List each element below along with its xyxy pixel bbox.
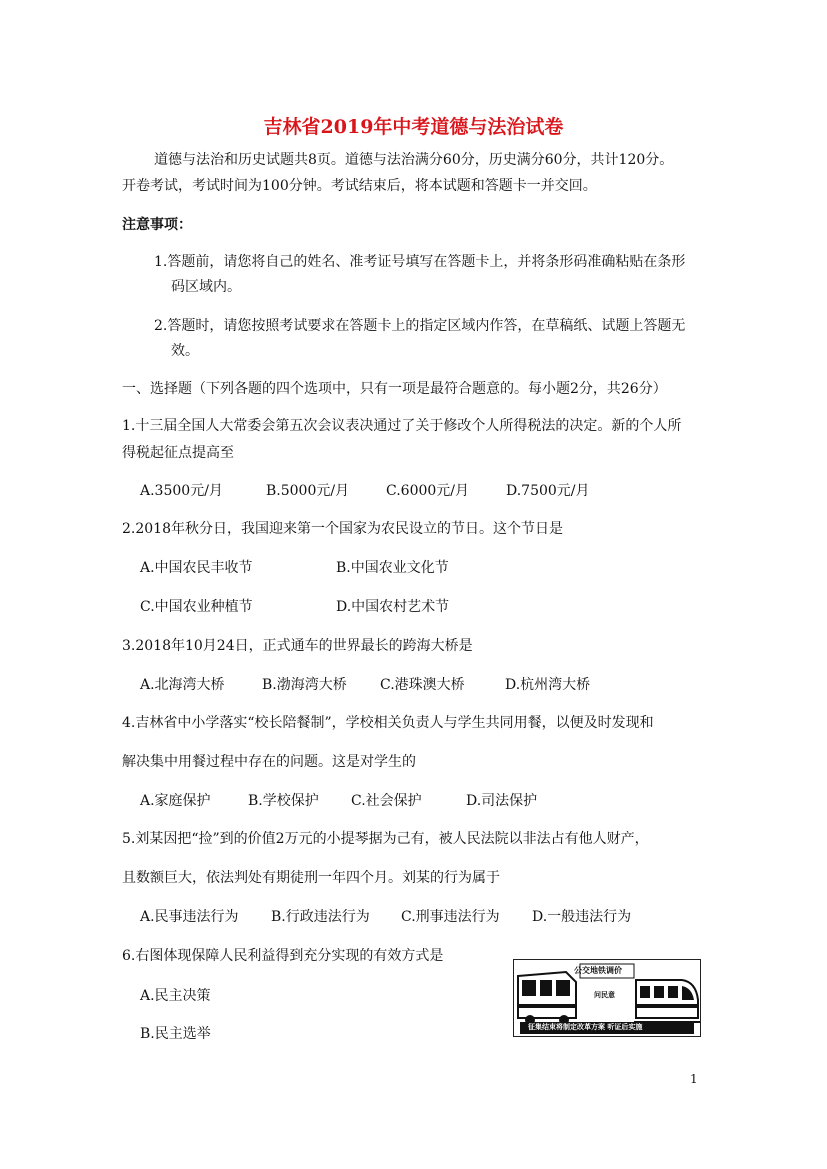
q4-option-a: A.家庭保护 [140,793,211,809]
subway-train-icon [634,980,700,1022]
q1-option-d: D.7500元/月 [506,483,590,499]
intro-line-2: 开卷考试，考试时间为100分钟。考试结束后，将本试题和答题卡一并交回。 [122,178,597,194]
question-1-line-2: 得税起征点提高至 [122,445,234,461]
transit-price-poll-figure [513,959,701,1037]
q1-option-b: B.5000元/月 [266,483,350,499]
q5-option-a: A.民事违法行为 [140,909,239,925]
question-5-line-1: 5.刘某因把“捡”到的价值2万元的小提琴据为己有，被人民法院以非法占有他人财产， [122,831,649,847]
q3-option-a: A.北海湾大桥 [140,677,225,693]
question-4-line-2: 解决集中用餐过程中存在的问题。这是对学生的 [122,754,416,770]
q2-option-d: D.中国农村艺术节 [336,599,450,615]
q3-option-b: B.渤海湾大桥 [262,677,347,693]
note-1-line-2: 码区域内。 [171,279,241,295]
bus-icon [518,972,576,1025]
q5-option-b: B.行政违法行为 [271,909,370,925]
q4-option-d: D.司法保护 [466,793,538,809]
question-2-line-1: 2.2018年秋分日，我国迎来第一个国家为农民设立的节日。这个节日是 [122,521,563,537]
intro-line-1: 道德与法治和历史试题共8页。道德与法治满分60分，历史满分60分，共计120分。 [154,152,674,168]
q3-option-c: C.港珠澳大桥 [380,677,465,693]
note-1-line-1: 1.答题前，请您将自己的姓名、准考证号填写在答题卡上，并将条形码准确粘贴在条形 [154,254,686,270]
note-2-line-2: 效。 [171,343,199,359]
q2-option-a: A.中国农民丰收节 [140,560,253,576]
figure-caption-bottom: 征集结束将制定改革方案 听证后实施 [528,1023,643,1031]
q5-option-c: C.刑事违法行为 [401,909,500,925]
figure-caption-mid: 问民意 [594,991,615,999]
figure-caption-top: 公交地铁调价 [574,966,622,975]
q2-option-b: B.中国农业文化节 [336,560,449,576]
q6-option-a: A.民主决策 [140,988,211,1004]
page-title: 吉林省2019年中考道德与法治试卷 [263,116,564,138]
notes-heading: 注意事项： [122,217,192,233]
q1-option-a: A.3500元/月 [140,483,223,499]
question-1-line-1: 1.十三届全国人大常委会第五次会议表决通过了关于修改个人所得税法的决定。新的个人所 [122,418,682,434]
q4-option-b: B.学校保护 [248,793,319,809]
q6-option-b: B.民主选举 [140,1026,211,1042]
q5-option-d: D.一般违法行为 [532,909,632,925]
note-2-line-1: 2.答题时，请您按照考试要求在答题卡上的指定区域内作答，在草稿纸、试题上答题无 [154,318,686,334]
question-5-line-2: 且数额巨大，依法判处有期徒刑一年四个月。刘某的行为属于 [122,870,500,886]
question-4-line-1: 4.吉林省中小学落实“校长陪餐制”，学校相关负责人与学生共同用餐，以便及时发现和 [122,715,654,731]
page-number: 1 [690,1072,698,1086]
q2-option-c: C.中国农业种植节 [140,599,253,615]
section-heading: 一、选择题（下列各题的四个选项中，只有一项是最符合题意的。每小题2分，共26分） [122,381,667,397]
q4-option-c: C.社会保护 [351,793,422,809]
q1-option-c: C.6000元/月 [386,483,470,499]
q3-option-d: D.杭州湾大桥 [505,677,591,693]
question-6-line-1: 6.右图体现保障人民利益得到充分实现的有效方式是 [122,948,444,964]
question-3-line-1: 3.2018年10月24日，正式通车的世界最长的跨海大桥是 [122,638,473,654]
